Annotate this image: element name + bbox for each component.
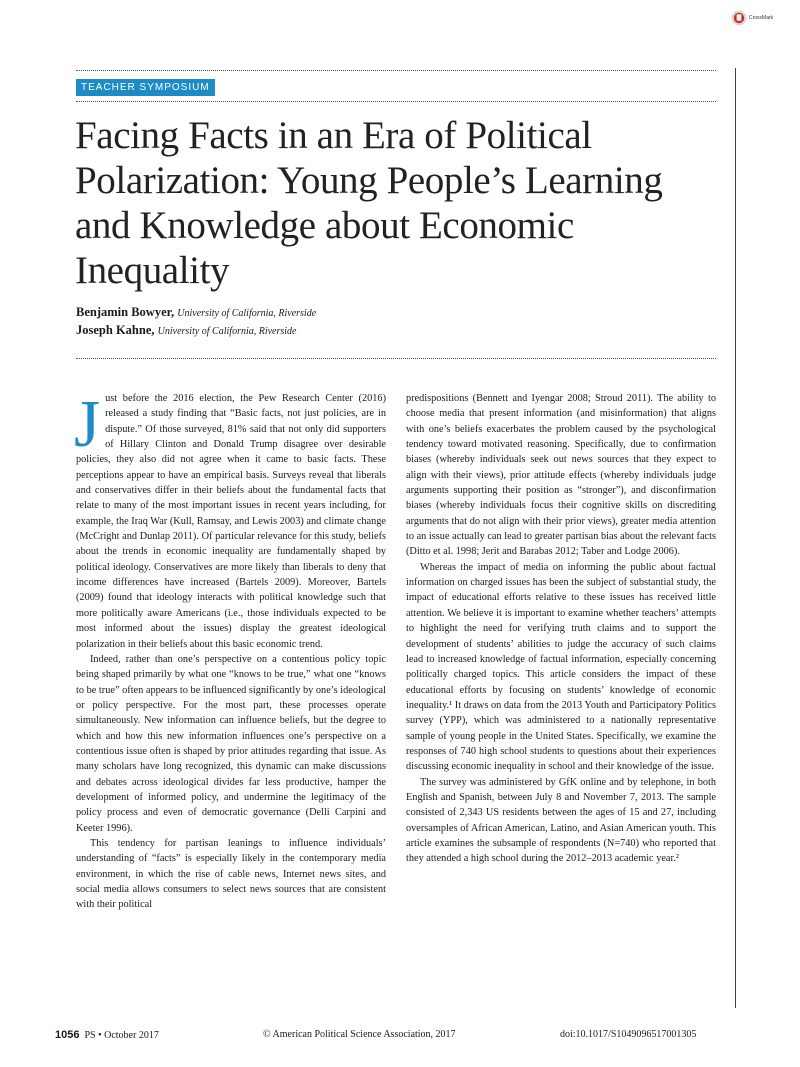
- doi[interactable]: doi:10.1017/S1049096517001305: [560, 1029, 697, 1040]
- journal-info: PS • October 2017: [84, 1030, 159, 1041]
- body-column-right: [406, 391, 716, 867]
- crossmark-logo[interactable]: [731, 10, 791, 26]
- author-line: [76, 323, 297, 338]
- author-name: Joseph Kahne,: [76, 323, 155, 337]
- author-affiliation: University of California, Riverside: [157, 326, 297, 337]
- author-name: Benjamin Bowyer,: [76, 305, 175, 319]
- body-paragraph: Indeed, rather than one’s perspective on a contentious policy topic being shaped primarily by what one “knows to be true,” what one “knows to be true” often appears to be influenced significantly by one’s ideological or policy perspective. For the most part, these processes operate simultaneously. New information can influence beliefs, but the degree to which and how this new information influences one’s perspective on a contentious issue often is shaped by prior attitudes regarding that issue. As many scholars have long recognized, this dynamic can make discussions and debates across ideological divides far less productive, hamper the development of informed policy, and undermine the legitimacy of the policy process and even of democratic governance (Delli Carpini and Keeter 1996).: [76, 653, 386, 834]
- article-title: Facing Facts in an Era of Political Polarization: Young People’s Learning and Knowledge about Economic Inequality: [75, 114, 663, 292]
- footer-left: [55, 1029, 159, 1041]
- crossmark-icon: [731, 10, 747, 26]
- section-badge: TEACHER SYMPOSIUM: [76, 79, 215, 96]
- body-column-left: [74, 387, 386, 913]
- body-paragraph: This tendency for partisan leanings to influence individuals’ understanding of “facts” is especially likely in the contemporary media environment, in which the rise of cable news, Internet news sites, and social media allows consumers to select news sources that are consistent with their political: [76, 837, 386, 911]
- crossmark-label: CrossMark: [749, 15, 774, 21]
- copyright: © American Political Science Association, 2017: [263, 1029, 456, 1040]
- body-paragraph: Whereas the impact of media on informing the public about factual information on charged issues has been the subject of substantial study, the impact of educational efforts relative to these issues has received little attention. We believe it is important to examine whether teachers’ attempts to highlight the need for verifying truth claims and to support the development of students’ abilities to judge the accuracy of such claims lead to increased knowledge of factual information, especially concerning politically charged topics. This article considers the impact of these educational efforts by focusing on students’ knowledge of economic inequality.¹ It draws on data from the 2013 Youth and Participatory Politics survey (YPP), which was administered to a nationally representative sample of young people in the United States. Specifically, we examine the responses of 740 high school students to questions about their experiences discussing economic inequality in school and their knowledge of the issue.: [406, 561, 716, 773]
- paragraph-text: ust before the 2016 election, the Pew Research Center (2016) released a study finding that “Basic facts, not just policies, are in dispute.” Of those surveyed, 81% said that not only did supporters of Hillary Clinton and Donald Trump disagree over desirable policies, they also did not agree when it came to basic facts. These perceptions appear to have an empirical basis. Surveys reveal that liberals and conservatives differ in their beliefs about the fundamental facts that relate to many of the most important issues in recent years including, for example, the Iraq War (Kull, Ramsay, and Lewis 2003) and climate change (McCright and Dunlap 2011). Of particular relevance for this study, beliefs about the trends in economic inequality are fundamentally shaped by political ideology. Conservatives are more likely than liberals to deny that income differences have increased (Bartels 2009). Moreover, Bartels (2009) found that ideology interacts with political knowledge such that more politically aware Americans (i.e., those individuals expected to be most informed about the issues) display the greatest ideological polarization in their beliefs about this basic economic trend.: [76, 393, 386, 650]
- top-divider: [76, 70, 716, 71]
- right-margin-rule: [735, 68, 736, 1008]
- author-affiliation: University of California, Riverside: [177, 308, 317, 319]
- section-divider: [76, 101, 716, 102]
- author-line: [76, 305, 316, 320]
- page-number: 1056: [55, 1029, 80, 1041]
- drop-cap: J: [74, 387, 101, 461]
- body-paragraph: The survey was administered by GfK online and by telephone, in both English and Spanish, between July 8 and November 7, 2013. The sample consisted of 2,343 US residents between the ages of 15 and 27, including oversamples of African American, Latino, and Asian American youth. This article examines the subsample of respondents (N=740) who reported that they attended a high school during the 2012–2013 academic year.²: [406, 776, 716, 865]
- header-divider: [76, 358, 716, 359]
- body-paragraph: predispositions (Bennett and Iyengar 2008; Stroud 2011). The ability to choose media that present information (and misinformation) that aligns with one’s beliefs exacerbates the problem caused by the psychological tendency toward motivated reasoning. Specifically, due to confirmation biases (whereby individuals seek out news sources that they expect to align with their views), prior attitude effects (whereby individuals judge arguments supporting their position as “stronger”), and disconfirmation biases (whereby individuals focus their cognitive skills on discrediting arguments that do not align with their prior views), greater media attention to an issue actually can lead to greater partisan bias about the relevant facts (Ditto et al. 1998; Jerit and Barabas 2012; Taber and Lodge 2006).: [406, 393, 716, 558]
- body-paragraph: [74, 387, 386, 652]
